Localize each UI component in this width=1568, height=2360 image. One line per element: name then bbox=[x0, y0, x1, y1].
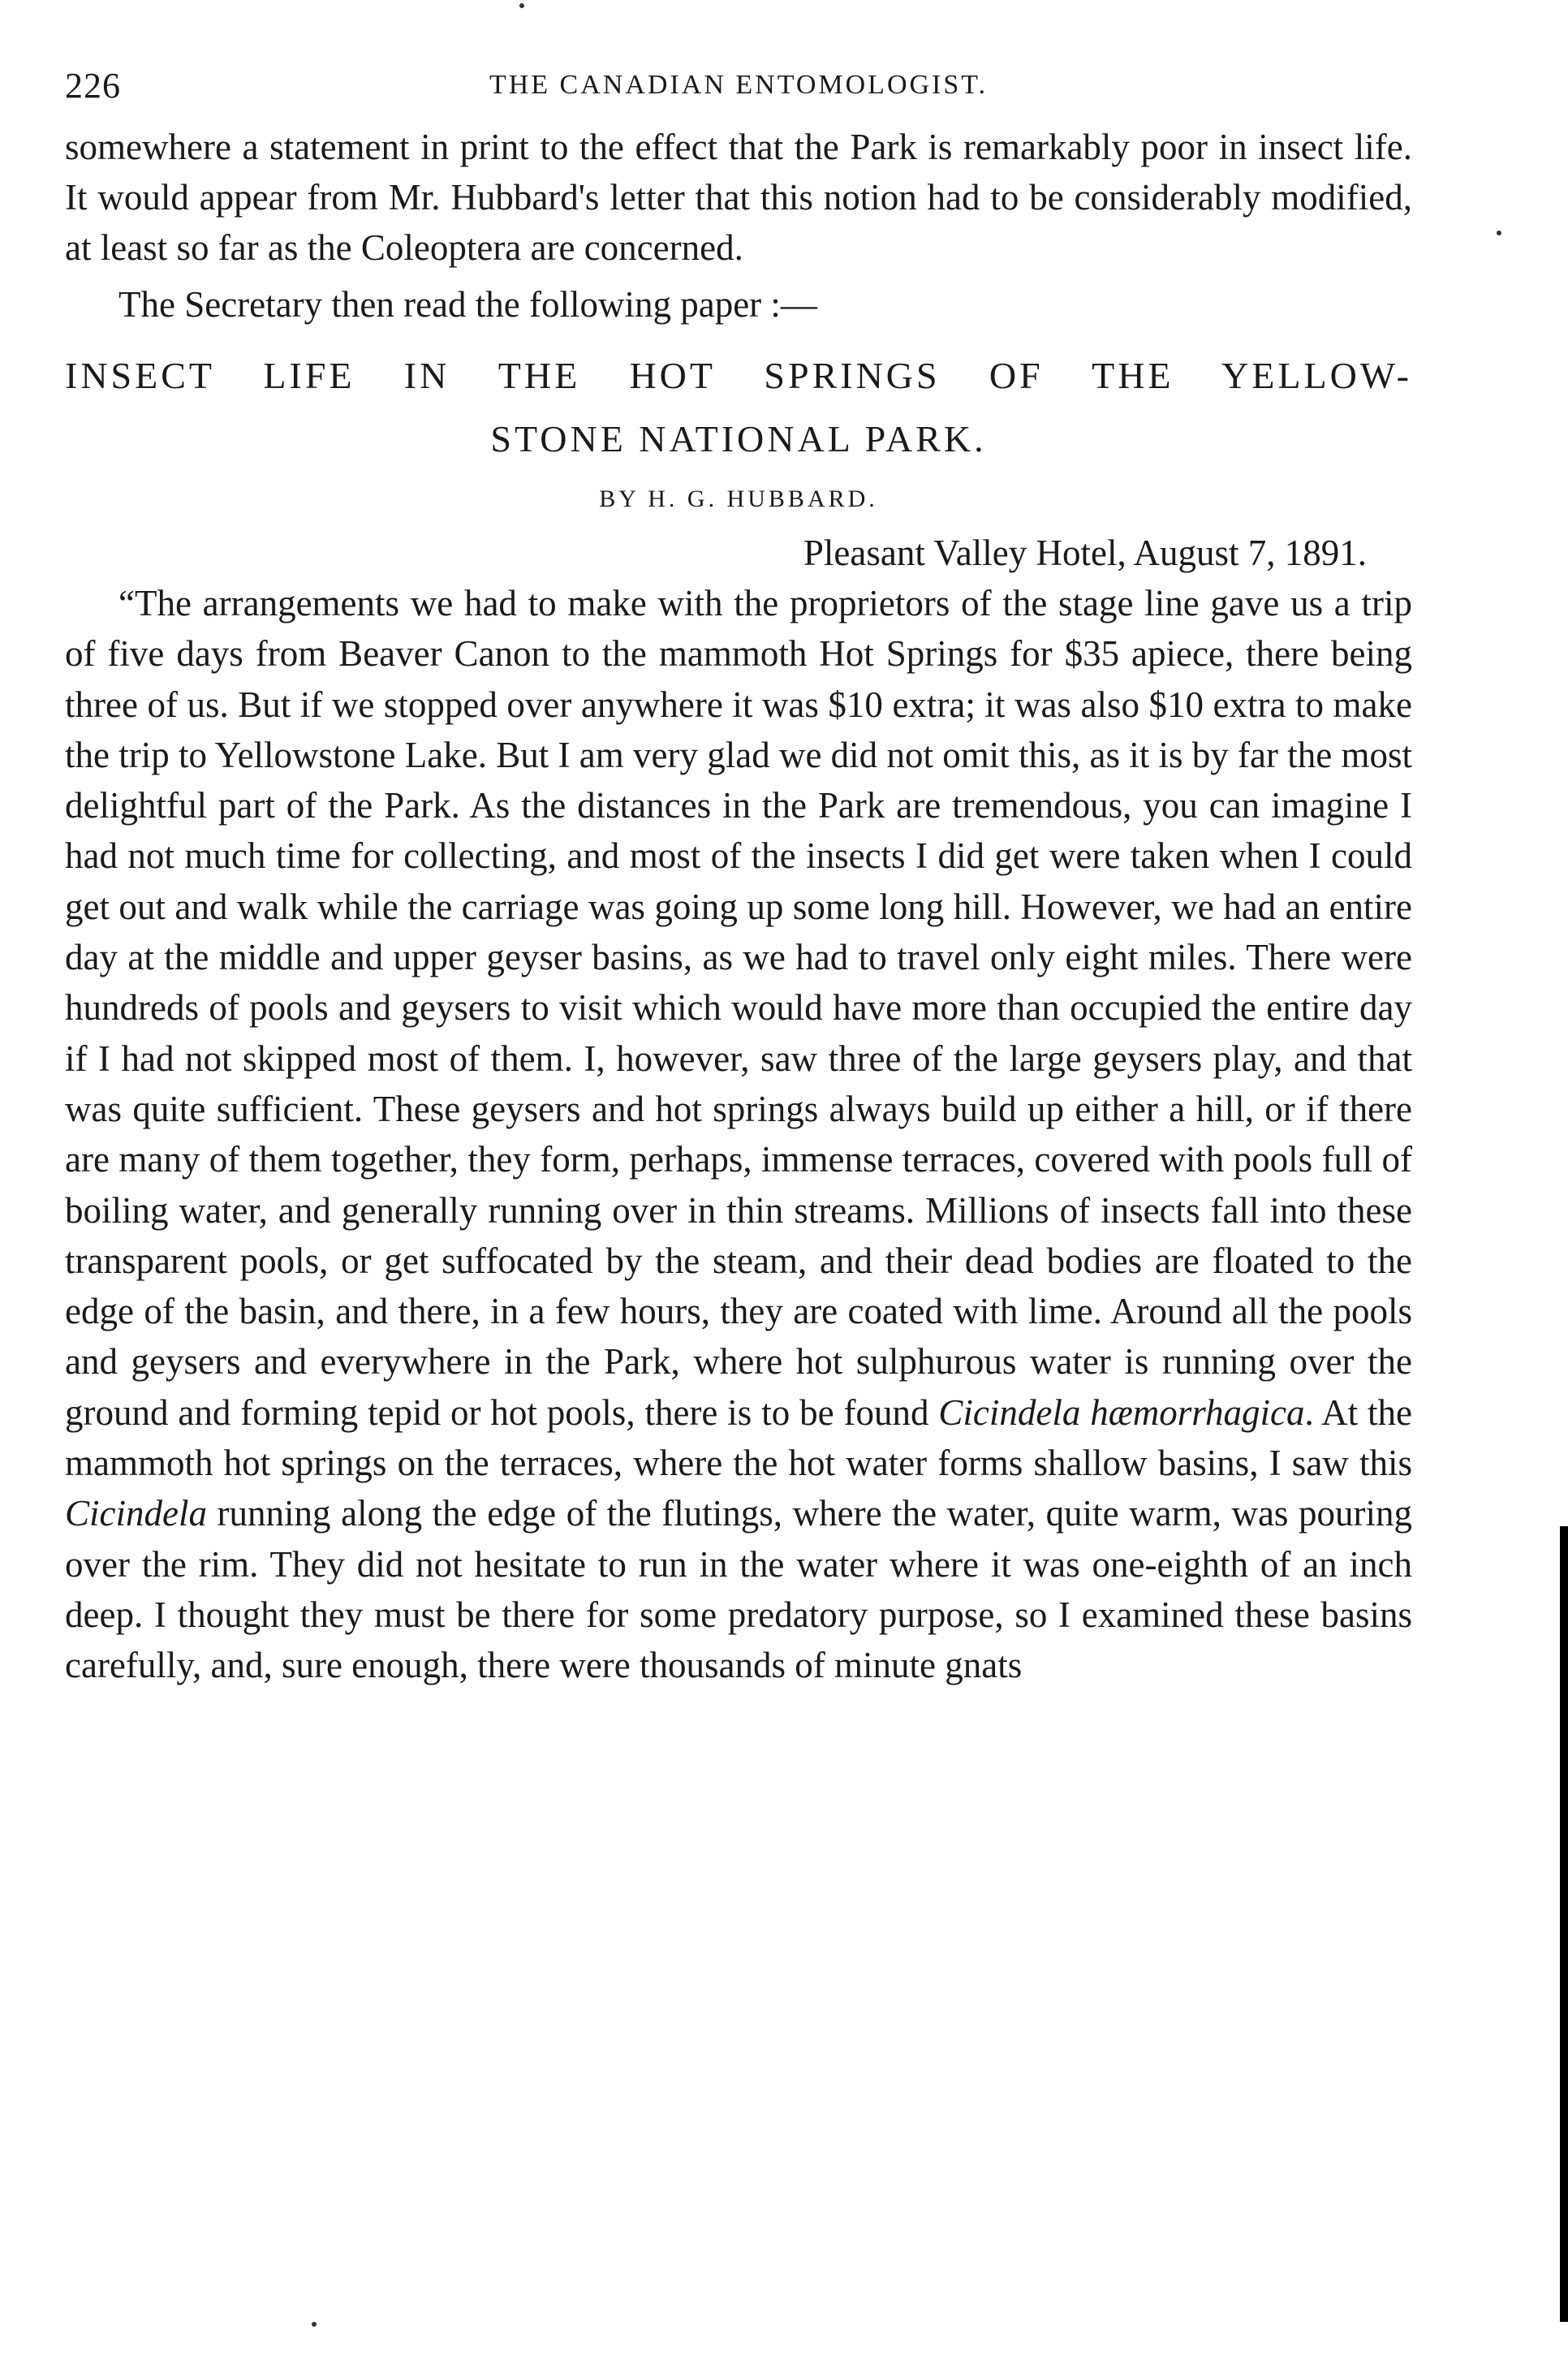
document-page bbox=[65, 49, 1412, 1691]
article-title bbox=[65, 344, 1412, 471]
article-title-line-1: INSECT LIFE IN THE HOT SPRINGS OF THE YELLOW- bbox=[65, 355, 1412, 396]
letter-body bbox=[65, 578, 1412, 1691]
scan-margin-bar bbox=[1560, 1526, 1568, 2322]
running-head: THE CANADIAN ENTOMOLOGIST. bbox=[489, 70, 989, 100]
intro-paragraph: somewhere a statement in print to the effect that the Park is remarkably poor in insect life. It would appear from Mr. Hubbard's letter that this notion had to be considerably modified, at least so far as the Coleoptera are concerned. bbox=[65, 127, 1412, 268]
secretary-paragraph: The Secretary then read the following paper :— bbox=[118, 284, 817, 325]
page-header bbox=[65, 49, 1412, 122]
letter-dateline: Pleasant Valley Hotel, August 7, 1891. bbox=[803, 533, 1367, 573]
scan-speck bbox=[519, 3, 524, 8]
scan-speck bbox=[312, 2322, 317, 2327]
letter-text-3: running along the edge of the flutings, where the water, quite warm, was pouring over the rim. They did not hesitate to run in the water where it was one-eighth of an inch deep. I thought they must be there for some predatory purpose, so I examined these basins carefully, and, sure enough, there were thousands of minute gnats bbox=[65, 1493, 1412, 1686]
intro-text bbox=[65, 122, 1412, 330]
genus-name: Cicindela bbox=[65, 1493, 207, 1534]
letter-text-1: “The arrangements we had to make with the proprietors of the stage line gave us a trip of five days from Beaver Canon to the mammoth Hot Springs for $35 apiece, there being three of us. But if we stopped over anywhere it was $10 extra; it was also $10 extra to make the trip to Yellowstone Lake. But I am very glad we did not omit this, as it is by far the most delightful part of the Park. As the distances in the Park are tremendous, you can imagine I had not much time for collecting, and most of the insects I did get were taken when I could get out and walk while the carriage was going up some long hill. However, we had an entire day at the middle and upper geyser basins, as we had to travel only eight miles. There were hundreds of pools and geysers to visit which would have more than occupied the entire day if I had not skipped most of them. I, however, saw three of the large geysers play, and that was quite sufficient. These geysers and hot springs always build up either a hill, or if there are many of them together, they form, perhaps, immense terraces, covered with pools full of boiling water, and generally running over in thin streams. Millions of insects fall into these transparent pools, or get suffocated by the steam, and their dead bodies are floated to the edge of the basin, and there, in a few hours, they are coated with lime. Around all the pools and geysers and everywhere in the Park, where hot sulphurous water is running over the ground and forming tepid or hot pools, there is to be found bbox=[65, 583, 1412, 1433]
scan-speck bbox=[1497, 231, 1501, 235]
article-byline: BY H. G. HUBBARD. bbox=[599, 485, 878, 512]
letter-text-2: . At the mammoth hot springs on the terraces, where the hot water forms shallow basins, I saw this bbox=[65, 1391, 1412, 1484]
page-number: 226 bbox=[65, 66, 121, 106]
article-title-line-2: STONE NATIONAL PARK. bbox=[490, 418, 987, 459]
species-name-1: Cicindela hæmorrhagica bbox=[938, 1391, 1305, 1433]
letter-paragraph bbox=[65, 578, 1412, 1691]
